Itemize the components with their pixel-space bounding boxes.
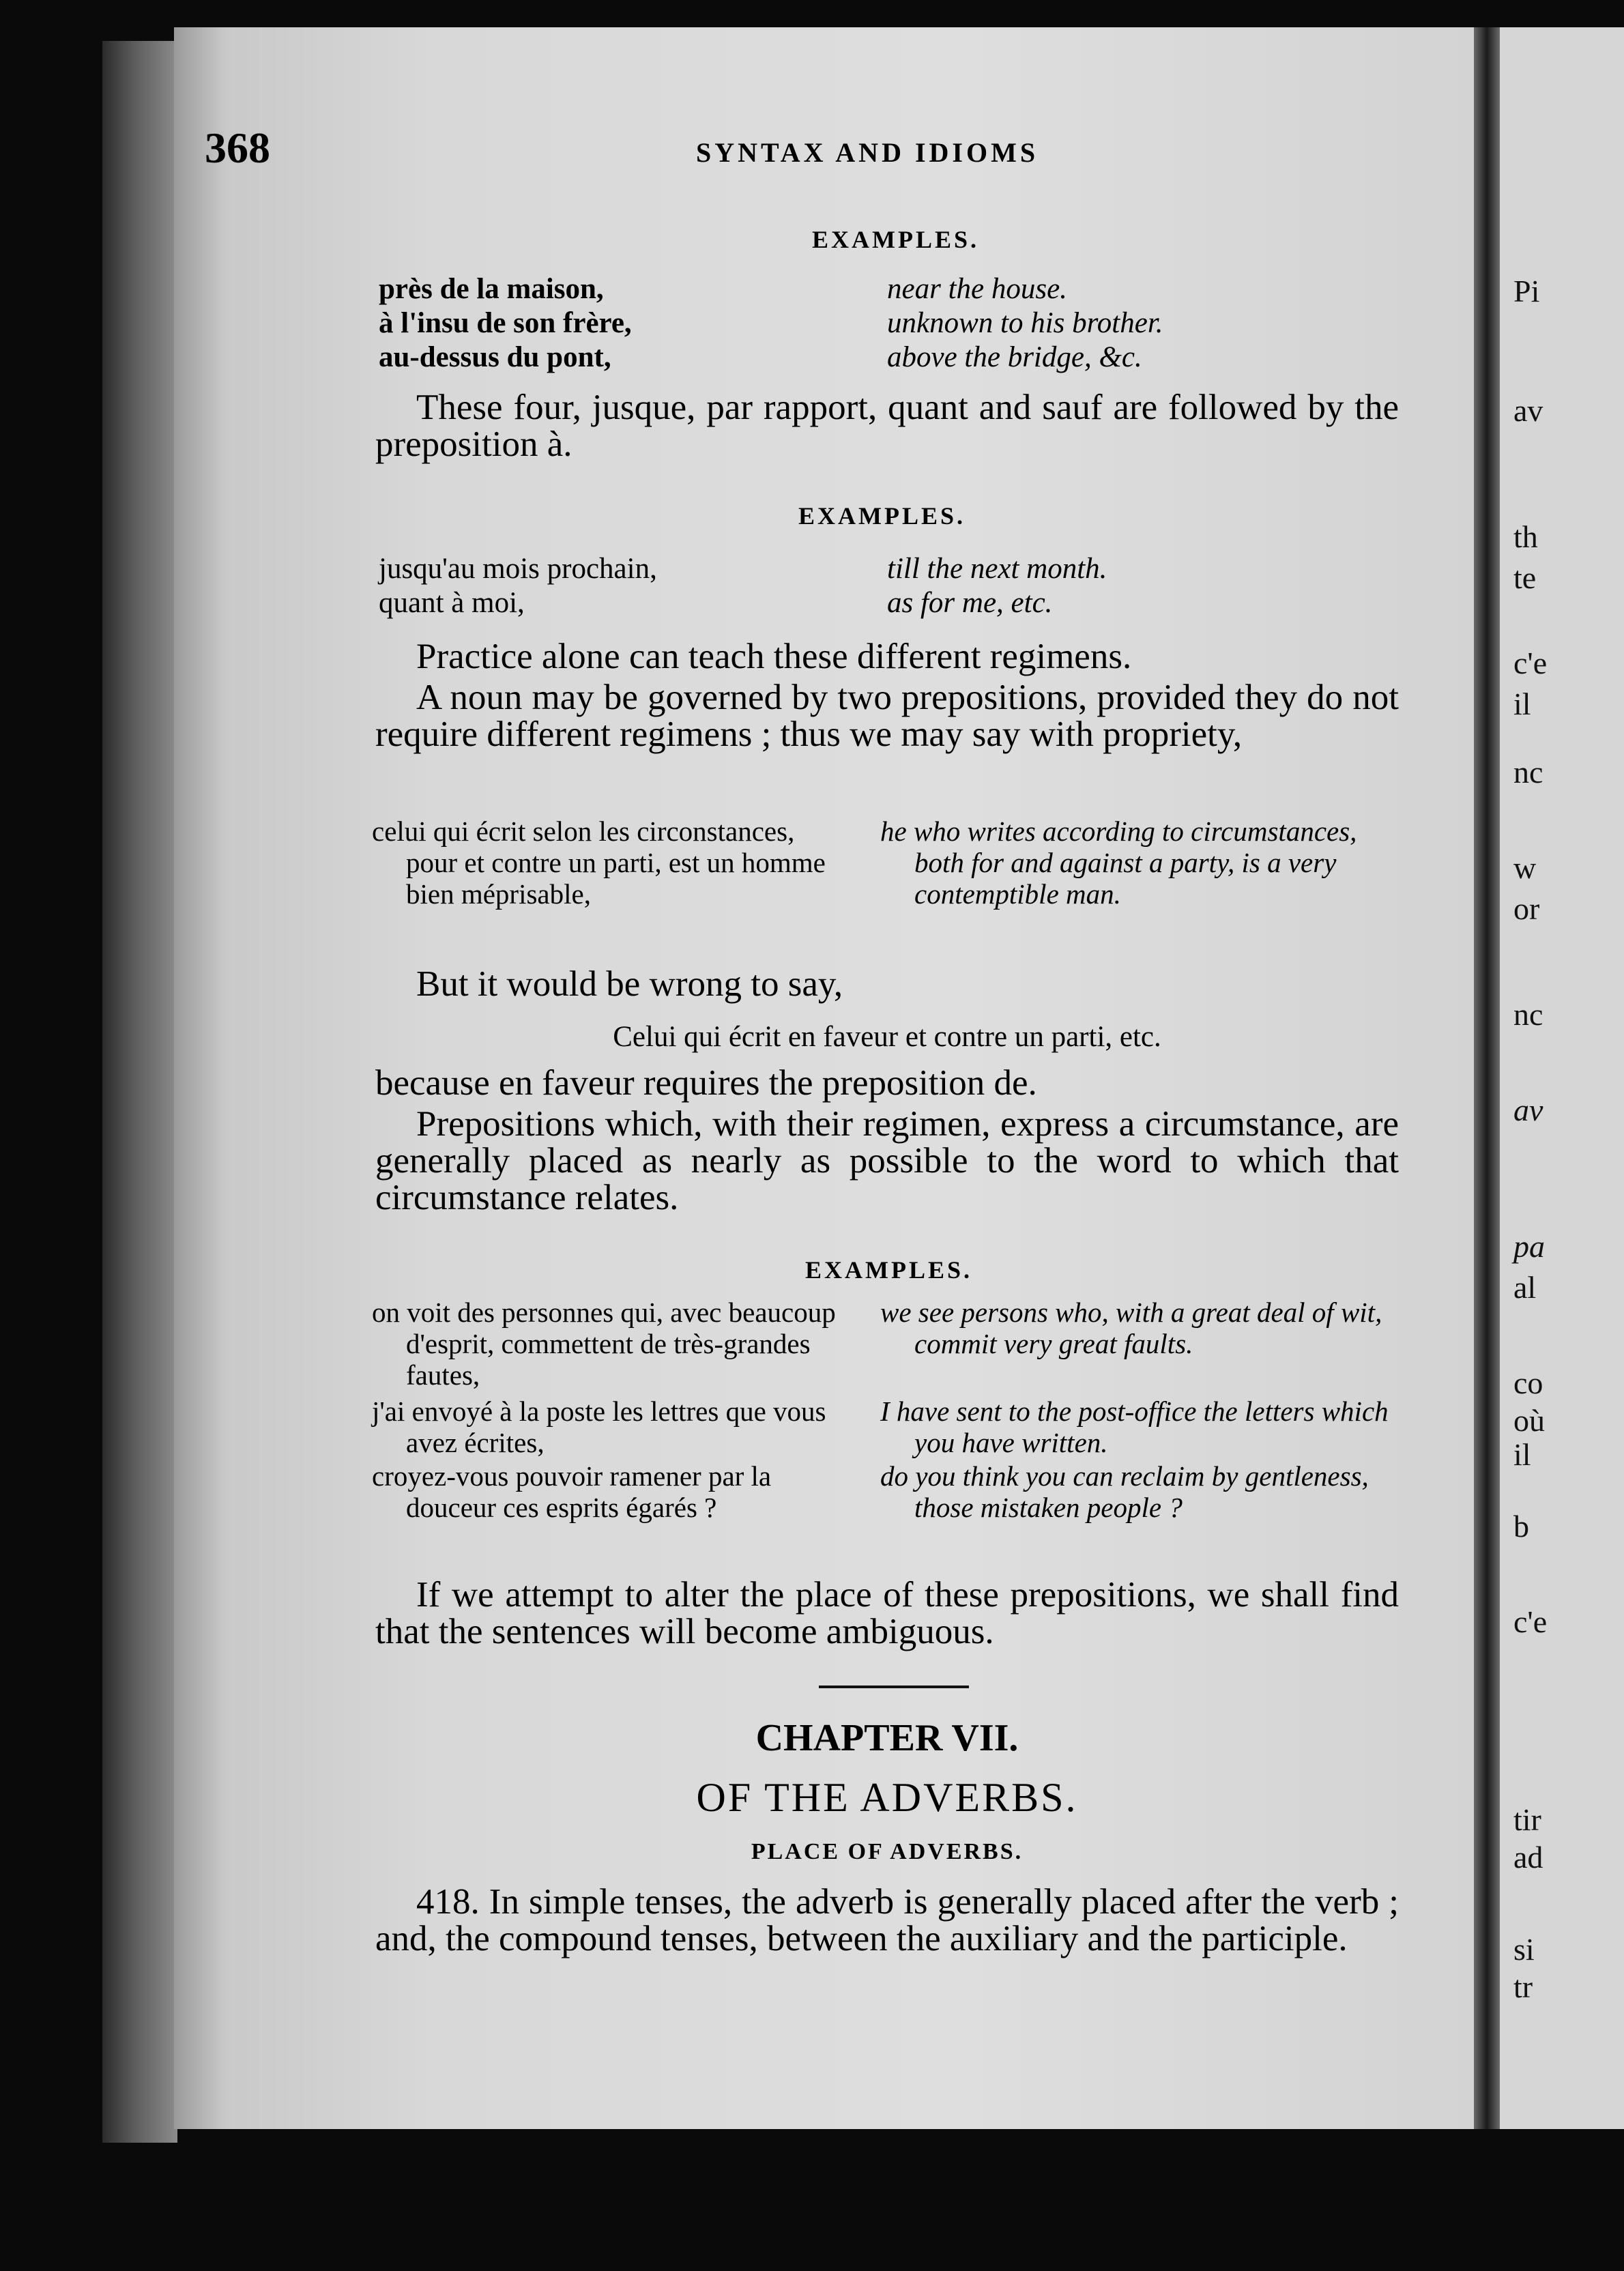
french-phrase: près de la maison,	[379, 273, 604, 305]
english-translation: as for me, etc.	[887, 587, 1053, 619]
paragraph-practice: Practice alone can teach these different regimens.	[416, 637, 1132, 676]
example-propriety	[372, 815, 1409, 952]
facing-text-fragment: b	[1513, 1509, 1529, 1544]
facing-text-fragment: av	[1513, 393, 1543, 428]
example-row	[372, 1460, 1409, 1556]
facing-text-fragment: il	[1513, 1437, 1531, 1472]
facing-text-fragment: nc	[1513, 755, 1543, 790]
section-divider	[819, 1686, 969, 1688]
facing-text-fragment: ad	[1513, 1840, 1543, 1875]
english-translation: unknown to his brother.	[887, 307, 1163, 339]
facing-text-fragment: c'e	[1513, 646, 1548, 680]
facing-text-fragment: il	[1513, 686, 1531, 721]
paragraph-four-prepositions: These four, jusque, par rapport, quant and sauf are followed by the preposition à.	[375, 388, 1399, 464]
running-head: SYNTAX AND IDIOMS	[696, 137, 1039, 168]
chapter-subheading: PLACE OF ADVERBS.	[751, 1839, 1024, 1864]
page-gutter	[1474, 27, 1500, 2129]
english-sentence: he who writes according to circumstances, both for and against a party, is a very contemptible man.	[880, 815, 1357, 910]
facing-text-fragment: nc	[1513, 997, 1543, 1032]
paragraph-because: because en faveur requires the preposition de.	[375, 1063, 1037, 1103]
chapter-title: OF THE ADVERBS.	[696, 1775, 1078, 1820]
paragraph-418: 418. In simple tenses, the adverb is generally placed after the verb ; and, the compound tenses, between the auxiliary and the participle.	[375, 1882, 1399, 1958]
english-translation: till the next month.	[887, 553, 1107, 585]
page-number: 368	[205, 124, 270, 172]
facing-text-fragment: av	[1513, 1093, 1543, 1127]
facing-text-fragment: si	[1513, 1932, 1535, 1967]
french-sentence: j'ai envoyé à la poste les lettres que vous avez écrites,	[372, 1395, 826, 1458]
paragraph-circumstance: Prepositions which, with their regimen, express a circumstance, are generally placed as nearly as possible to the word to which that circumstance relates.	[375, 1104, 1399, 1217]
paragraph-two-prepositions: A noun may be governed by two prepositions, provided they do not require different regimens ; thus we may say with propriety,	[375, 678, 1399, 754]
english-sentence: do you think you can reclaim by gentleness, those mistaken people ?	[880, 1460, 1369, 1523]
french-phrase: quant à moi,	[379, 587, 525, 619]
wrong-example: Celui qui écrit en faveur et contre un parti, etc.	[613, 1021, 1161, 1053]
examples-heading-2: EXAMPLES.	[798, 502, 966, 530]
facing-text-fragment: al	[1513, 1270, 1537, 1305]
english-translation: above the bridge, &c.	[887, 341, 1142, 373]
french-sentence: on voit des personnes qui, avec beaucoup d'esprit, commettent de très-grandes fautes,	[372, 1297, 836, 1391]
english-sentence: I have sent to the post-office the letters which you have written.	[880, 1395, 1389, 1458]
examples-heading-3: EXAMPLES.	[805, 1256, 973, 1284]
french-phrase: au-dessus du pont,	[379, 341, 611, 373]
french-phrase: jusqu'au mois prochain,	[379, 553, 657, 585]
facing-text-fragment: w	[1513, 850, 1537, 885]
book-spine	[102, 41, 177, 2143]
paragraph-ambiguous: If we attempt to alter the place of these prepositions, we shall find that the sentences will become ambiguous.	[375, 1575, 1399, 1651]
facing-text-fragment: tir	[1513, 1802, 1541, 1837]
facing-page	[1500, 27, 1624, 2129]
facing-text-fragment: th	[1513, 519, 1538, 554]
french-sentence: croyez-vous pouvoir ramener par la douceur ces esprits égarés ?	[372, 1460, 772, 1523]
english-sentence: we see persons who, with a great deal of wit, commit very great faults.	[880, 1297, 1382, 1359]
chapter-number: CHAPTER VII.	[755, 1717, 1019, 1759]
facing-text-fragment: Pi	[1513, 274, 1540, 308]
facing-text-fragment: te	[1513, 560, 1537, 595]
example-row	[372, 1297, 1409, 1399]
facing-text-fragment: or	[1513, 891, 1540, 926]
facing-text-fragment: où	[1513, 1403, 1545, 1438]
facing-text-fragment: co	[1513, 1365, 1543, 1400]
example-row	[372, 1395, 1409, 1464]
examples-heading-1: EXAMPLES.	[812, 226, 980, 253]
french-sentence: celui qui écrit selon les circonstances, pour et contre un parti, est un homme bien méprisable,	[372, 815, 826, 910]
facing-text-fragment: c'e	[1513, 1604, 1548, 1639]
english-translation: near the house.	[887, 273, 1067, 305]
facing-text-fragment: tr	[1513, 1969, 1533, 2004]
facing-text-fragment: pa	[1513, 1229, 1545, 1264]
paragraph-wrong: But it would be wrong to say,	[416, 964, 843, 1004]
french-phrase: à l'insu de son frère,	[379, 307, 632, 339]
